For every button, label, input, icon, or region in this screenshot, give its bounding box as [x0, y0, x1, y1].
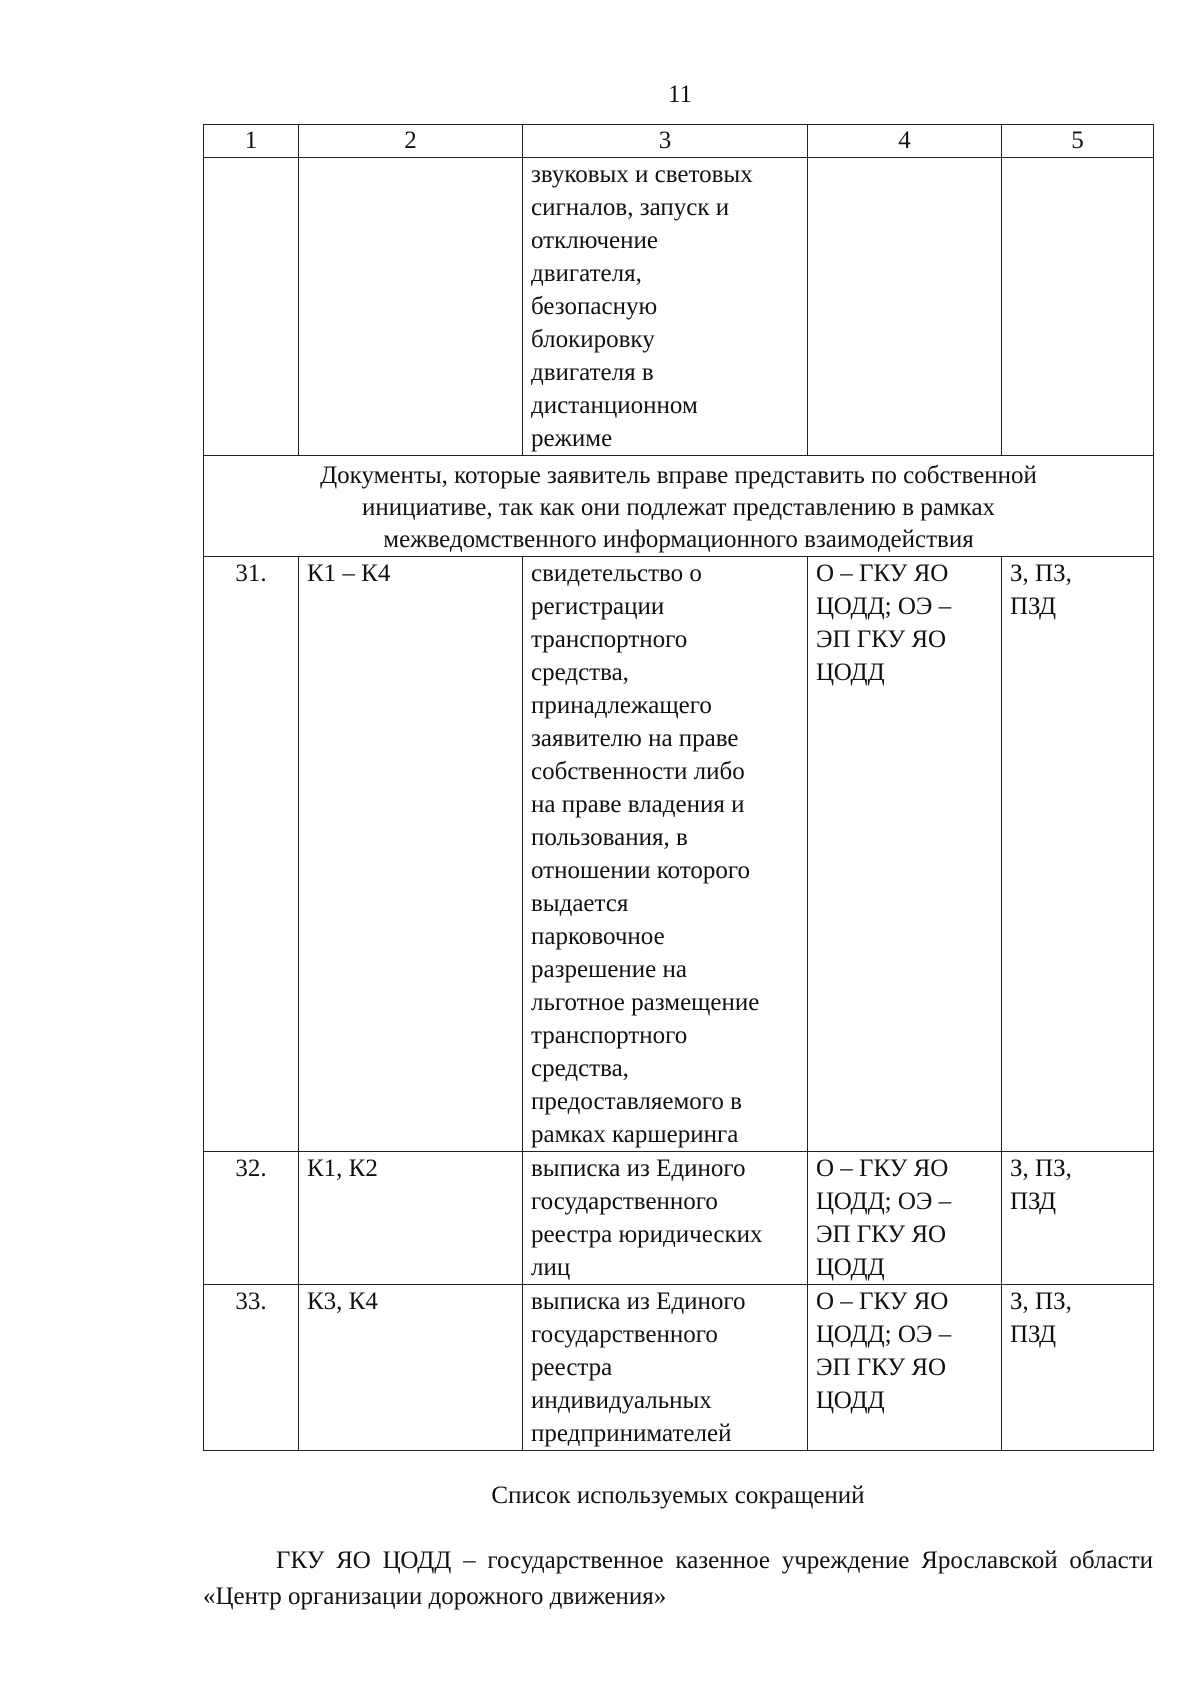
- cell-line: предоставляемого в: [531, 1088, 742, 1115]
- cell-line: отношении которого: [531, 857, 750, 884]
- cell-line: на праве владения и: [531, 791, 745, 818]
- cell-line: рамках каршеринга: [531, 1121, 739, 1148]
- cell-line: З, ПЗ,: [1010, 1155, 1072, 1182]
- requirements-table: [203, 124, 1154, 1451]
- cell-line: регистрации: [531, 593, 665, 620]
- cell-line: реестра юридических: [531, 1221, 763, 1248]
- category-cell: К1 – К4: [299, 557, 523, 1152]
- cell-line: ПЗД: [1010, 593, 1057, 620]
- cell-line: ЦОДД: [816, 1387, 885, 1414]
- row-number: 32.: [204, 1152, 299, 1285]
- cell-line: ЭП ГКУ ЯО: [816, 1354, 947, 1381]
- abbreviations-title: Список используемых сокращений: [491, 1482, 865, 1509]
- cell-line: государственного: [531, 1321, 718, 1348]
- form-cell: [1002, 1152, 1154, 1285]
- cell-line: межведомственного информационного взаимодействия: [383, 526, 974, 553]
- cell-line: дистанционном: [531, 392, 698, 419]
- description-cell: [523, 557, 808, 1152]
- cell-line: З, ПЗ,: [1010, 1288, 1072, 1315]
- organization-cell: [808, 1152, 1002, 1285]
- row-number: 31.: [204, 557, 299, 1152]
- cell-line: двигателя,: [531, 260, 642, 287]
- cell-line: ПЗД: [1010, 1188, 1057, 1215]
- cell-line: средства,: [531, 1055, 629, 1082]
- cell-line: З, ПЗ,: [1010, 560, 1072, 587]
- cell-line: ЦОДД: [816, 1254, 885, 1281]
- cell-line: выписка из Единого: [531, 1288, 746, 1315]
- cell-line: О – ГКУ ЯО: [816, 1155, 949, 1182]
- table-cell: [808, 158, 1002, 456]
- cell-line: парковочное: [531, 923, 665, 950]
- cell-line: средства,: [531, 659, 629, 686]
- cell-line: принадлежащего: [531, 692, 712, 719]
- form-cell: [1002, 557, 1154, 1152]
- table-row: [204, 557, 1154, 1152]
- cell-line: свидетельство о: [531, 560, 702, 587]
- cell-line: льготное размещение: [531, 989, 760, 1016]
- table-header-row: [204, 125, 1154, 158]
- cell-line: режиме: [531, 425, 613, 452]
- column-header: 4: [808, 125, 1002, 158]
- table-cell: [1002, 158, 1154, 456]
- description-cell: [523, 1152, 808, 1285]
- cell-line: транспортного: [531, 1022, 688, 1049]
- cell-line: безопасную: [531, 293, 658, 320]
- column-header: 3: [523, 125, 808, 158]
- cell-line: ЦОДД; ОЭ –: [816, 1321, 952, 1348]
- description-cell: [523, 1285, 808, 1451]
- category-cell: К1, К2: [299, 1152, 523, 1285]
- continued-row: [204, 158, 1154, 456]
- cell-line: выписка из Единого: [531, 1155, 746, 1182]
- cell-line: индивидуальных: [531, 1387, 712, 1414]
- category-cell: К3, К4: [299, 1285, 523, 1451]
- cell-line: ЦОДД; ОЭ –: [816, 1188, 952, 1215]
- column-header: 5: [1002, 125, 1154, 158]
- cell-line: блокировку: [531, 326, 655, 353]
- cell-line: Документы, которые заявитель вправе представить по собственной: [320, 462, 1037, 489]
- cell-line: лиц: [531, 1254, 571, 1281]
- cell-line: государственного: [531, 1188, 718, 1215]
- organization-cell: [808, 1285, 1002, 1451]
- cell-line: двигателя в: [531, 359, 654, 386]
- cell-line: ПЗД: [1010, 1321, 1057, 1348]
- section-heading: [204, 456, 1154, 557]
- row-number: 33.: [204, 1285, 299, 1451]
- cell-line: О – ГКУ ЯО: [816, 560, 949, 587]
- table-row: [204, 1152, 1154, 1285]
- cell-line: отключение: [531, 227, 658, 254]
- cell-line: ЭП ГКУ ЯО: [816, 1221, 947, 1248]
- table-row: [204, 1285, 1154, 1451]
- cell-line: ЦОДД: [816, 659, 885, 686]
- cell-line: предпринимателей: [531, 1420, 732, 1447]
- column-header: 2: [299, 125, 523, 158]
- cell-line: звуковых и световых: [531, 161, 753, 188]
- cell-line: пользования, в: [531, 824, 688, 851]
- description-cell: [523, 158, 808, 456]
- table-cell: [204, 158, 299, 456]
- abbreviation-entry: ГКУ ЯО ЦОДД – государственное казенное учреждение Ярославской области «Центр организации дорожного движения»: [203, 1547, 1153, 1610]
- cell-line: сигналов, запуск и: [531, 194, 730, 221]
- cell-line: О – ГКУ ЯО: [816, 1288, 949, 1315]
- column-header: 1: [204, 125, 299, 158]
- cell-line: реестра: [531, 1354, 613, 1381]
- page-number: 11: [667, 81, 693, 108]
- cell-line: транспортного: [531, 626, 688, 653]
- cell-line: ЦОДД; ОЭ –: [816, 593, 952, 620]
- cell-line: собственности либо: [531, 758, 745, 785]
- form-cell: [1002, 1285, 1154, 1451]
- cell-line: инициативе, так как они подлежат представлению в рамках: [361, 494, 996, 521]
- cell-line: заявителю на праве: [531, 725, 739, 752]
- organization-cell: [808, 557, 1002, 1152]
- table-cell: [299, 158, 523, 456]
- cell-line: выдается: [531, 890, 629, 917]
- cell-line: ЭП ГКУ ЯО: [816, 626, 947, 653]
- cell-line: разрешение на: [531, 956, 687, 983]
- section-heading-row: [204, 456, 1154, 557]
